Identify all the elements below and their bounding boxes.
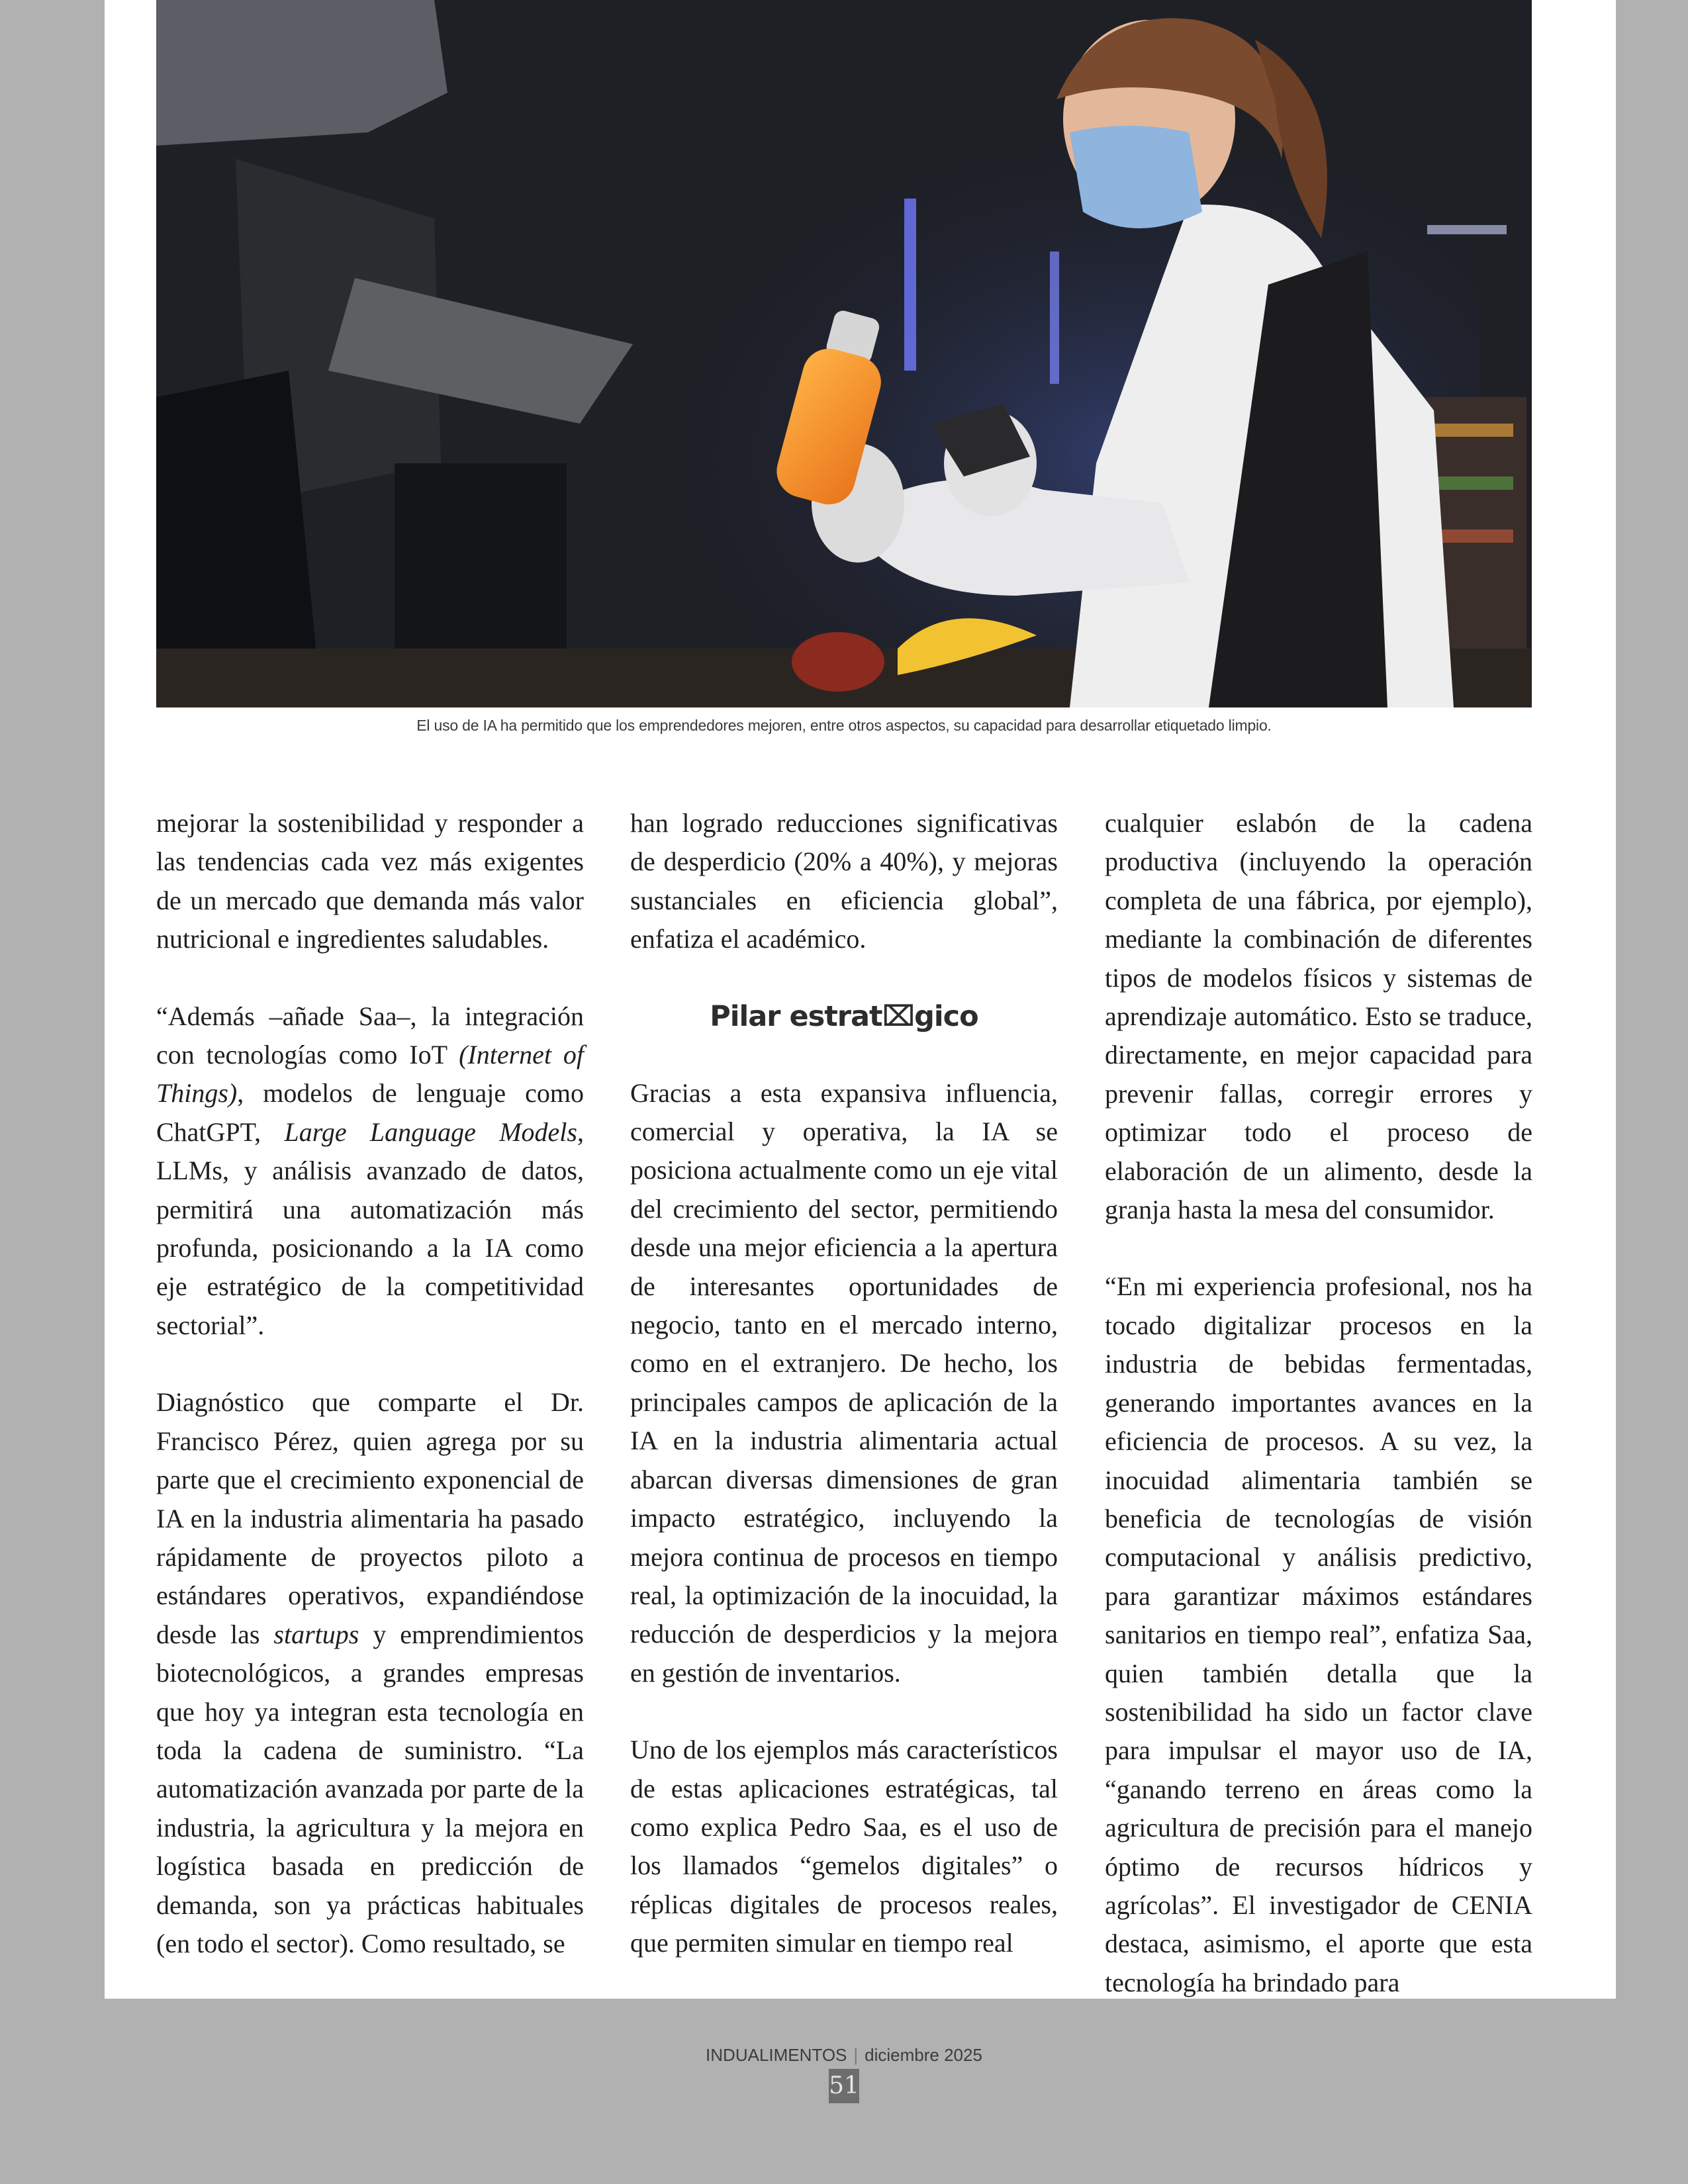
text-run: “Además –añade Saa–, la integración con tecnologías como IoT: [156, 1001, 584, 1070]
text-run: Diagnóstico que comparte el Dr. Francisco Pérez, quien agrega por su parte que el crecimiento exponencial de IA en la industria alimentaria ha pasado rápidamente de proyectos piloto a estándares operativos, expandiéndose desde las: [156, 1387, 584, 1649]
publication-name: INDUALIMENTOS: [706, 2045, 847, 2065]
article-column-1: [156, 804, 584, 1963]
paragraph: Gracias a esta expansiva influencia, comercial y operativa, la IA se posiciona actualmente como un eje vital del crecimiento del sector, permitiendo desde una mejor eficiencia a la apertura de interesantes oportunidades de negocio, tanto en el mercado interno, como en el extranjero. De hecho, los principales campos de aplicación de la IA en la industria alimentaria actual abarcan diversas dimensiones de gran impacto estratégico, incluyendo la mejora continua de procesos en tiempo real, la optimización de la inocuidad, la reducción de desperdicios y la mejora en gestión de inventarios.: [630, 1077, 1058, 1688]
text-run: , modelos de lenguaje como ChatGPT,: [156, 1078, 584, 1147]
checkout-scene-illustration: [156, 0, 1532, 707]
italic-term: startups: [273, 1619, 359, 1649]
photo-caption: El uso de IA ha permitido que los emprendedores mejoren, entre otros aspectos, su capacidad para desarrollar etiquetado limpio.: [416, 717, 1272, 734]
section-heading: Pilar estrat⌧gico: [710, 999, 978, 1033]
italic-term: (Internet of Things): [156, 1040, 584, 1109]
text-run: y emprendimientos biotecnológicos, a grandes empresas que hoy ya integran esta tecnología en toda la cadena de suministro. “La automatización avanzada por parte de la industria, la agricultura y la mejora en logística basada en predicción de demanda, son ya prácticas habituales (en todo el sector). Como resultado, se: [156, 1619, 584, 1958]
paragraph: han logrado reducciones significativas de desperdicio (20% a 40%), y mejoras sustanciales en eficiencia global”, enfatiza el académico.: [630, 808, 1058, 954]
footer-separator: |: [853, 2045, 859, 2065]
paragraph: [156, 997, 584, 1345]
magazine-page: [105, 0, 1616, 1999]
article-column-3: [1105, 804, 1532, 2002]
issue-date: diciembre 2025: [865, 2045, 982, 2065]
article-column-2: [630, 804, 1058, 1963]
paragraph: Uno de los ejemplos más característicos de estas aplicaciones estratégicas, tal como explica Pedro Saa, es el uso de los llamados “gemelos digitales” o réplicas digitales de procesos reales, que permiten simular en tiempo real: [630, 1735, 1058, 1958]
page-footer: [0, 2045, 1688, 2066]
article-photo: [156, 0, 1532, 707]
text-run: , LLMs, y análisis avanzado de datos, permitirá una automatización más profunda, posicionando a la IA como eje estratégico de la competitividad sectorial”.: [156, 1116, 584, 1340]
paragraph: “En mi experiencia profesional, nos ha tocado digitalizar procesos en la industria de bebidas fermentadas, generando importantes avances en la eficiencia de procesos. A su vez, la inocuidad alimentaria también se beneficia de tecnologías de visión computacional y análisis predictivo, para garantizar máximos estándares sanitarios en tiempo real”, enfatiza Saa, quien también detalla que la sostenibilidad ha sido un factor clave para impulsar el mayor uso de IA, “ganando terreno en áreas como la agricultura de precisión para el manejo óptimo de recursos hídricos y agrícolas”. El investigador de CENIA destaca, asimismo, el aporte que esta tecnología ha brindado para: [1105, 1271, 1532, 1997]
paragraph: mejorar la sostenibilidad y responder a las tendencias cada vez más exigentes de un mercado que demanda más valor nutricional e ingredientes saludables.: [156, 808, 584, 954]
italic-term: Large Language Models: [284, 1116, 577, 1147]
paragraph: [156, 1383, 584, 1963]
page-number: 51: [829, 2069, 859, 2103]
paragraph: cualquier eslabón de la cadena productiva (incluyendo la operación completa de una fábrica, por ejemplo), mediante la combinación de diferentes tipos de modelos físicos y sistemas de aprendizaje automático. Esto se traduce, directamente, en mejor capacidad para prevenir fallas, corregir errores y optimizar todo el proceso de elaboración de un alimento, desde la granja hasta la mesa del consumidor.: [1105, 808, 1532, 1225]
